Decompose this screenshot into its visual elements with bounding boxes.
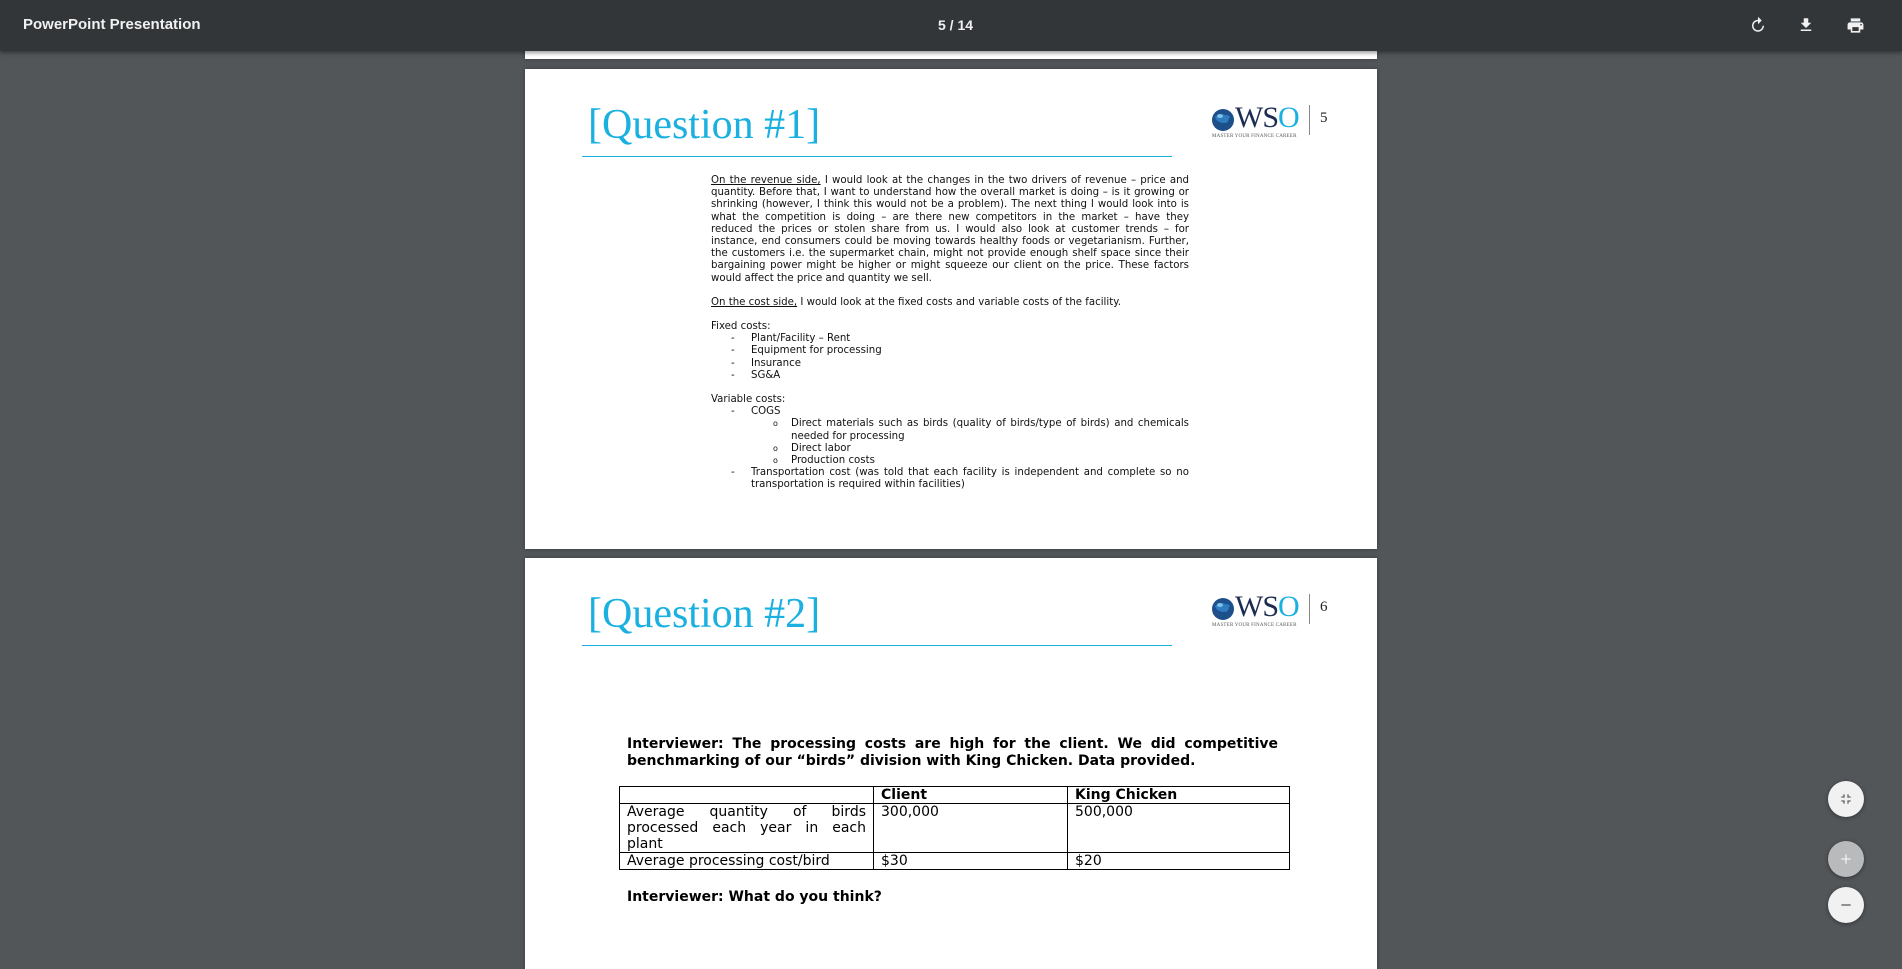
list-item: o Direct materials such as birds (quality of birds/type of birds) and chemicals needed for processing: [751, 418, 1189, 442]
interviewer-prompt: Interviewer: The processing costs are high for the client. We did competitive benchmarking of our “birds” division with King Chicken. Data provided.: [627, 736, 1278, 769]
list-item: - Equipment for processing: [711, 345, 1189, 357]
page-6: [525, 558, 1377, 969]
download-icon: [1797, 16, 1815, 34]
logo-wordmark: WSO: [1235, 101, 1299, 134]
rotate-icon: [1749, 16, 1767, 34]
fit-to-page-button[interactable]: [1828, 781, 1864, 817]
slide-number: 6: [1320, 599, 1328, 615]
globe-icon: [1211, 108, 1235, 132]
title-rule: [582, 156, 1172, 157]
list-item: o Direct labor: [751, 443, 1189, 455]
logo-tagline: MASTER YOUR FINANCE CAREER: [1212, 134, 1297, 139]
table-cell: Average quantity of birds processed each year in each plant: [620, 804, 874, 853]
page-5: [525, 69, 1377, 549]
document-title: PowerPoint Presentation: [23, 16, 201, 33]
table-row: [620, 804, 1290, 853]
document-viewer[interactable]: [0, 51, 1902, 969]
list-item: - Insurance: [711, 358, 1189, 370]
list-item: o Production costs: [751, 455, 1189, 467]
pdf-toolbar: [0, 0, 1902, 51]
zoom-in-icon: [1838, 851, 1854, 867]
table-header: Client: [874, 787, 1068, 804]
slide-number: 5: [1320, 110, 1328, 126]
print-icon: [1846, 16, 1865, 35]
cost-paragraph: On the cost side, I would look at the fixed costs and variable costs of the facility.: [711, 296, 1122, 308]
cogs-sublist: [751, 418, 1189, 467]
slide-title: [Question #1]: [588, 102, 821, 148]
fixed-costs-label: Fixed costs:: [711, 321, 771, 333]
table-row: [620, 853, 1290, 870]
rotate-button[interactable]: [1745, 12, 1771, 38]
table-cell: Average processing cost/bird: [620, 853, 874, 870]
title-rule: [582, 645, 1172, 646]
list-item: - COGS o Direct materials such as birds (quality of birds/type of birds) and chemicals needed for processing o Direct labor o Production costs: [711, 406, 1189, 467]
list-item: - Transportation cost (was told that each facility is independent and complete so no transportation is required within facilities): [711, 467, 1189, 491]
fixed-costs-list: [711, 333, 1189, 382]
list-item: - Plant/Facility – Rent: [711, 333, 1189, 345]
page-4-bottom: [525, 51, 1377, 59]
logo-wordmark: WSO: [1235, 590, 1299, 623]
table-cell: 300,000: [874, 804, 1068, 853]
table-cell: 500,000: [1068, 804, 1290, 853]
print-button[interactable]: [1842, 12, 1868, 38]
table-cell: $30: [874, 853, 1068, 870]
variable-costs-list: [711, 406, 1189, 491]
benchmark-table: [619, 786, 1290, 870]
globe-icon: [1211, 597, 1235, 621]
slide-body: [711, 175, 1189, 504]
zoom-in-button[interactable]: [1828, 841, 1864, 877]
page-indicator[interactable]: 5 / 14: [938, 17, 974, 33]
table-header-row: [620, 787, 1290, 804]
table-header: [620, 787, 874, 804]
logo-tagline: MASTER YOUR FINANCE CAREER: [1212, 623, 1297, 628]
zoom-out-button[interactable]: [1828, 887, 1864, 923]
download-button[interactable]: [1793, 12, 1819, 38]
interviewer-question: Interviewer: What do you think?: [627, 889, 882, 905]
fit-to-page-icon: [1838, 791, 1854, 807]
list-item: - SG&A: [711, 370, 1189, 382]
logo-divider: [1309, 105, 1310, 135]
logo-divider: [1309, 594, 1310, 624]
revenue-paragraph: On the revenue side, I would look at the changes in the two drivers of revenue – price and quantity. Before that, I want to understand how the overall market is doing – is it growing or shrinking (however, I think this would not be a problem). The next thing I would look into is what the competition is doing – are there new competitors in the market – have they reduced the prices or stolen share from us. I would also look at customer trends – for instance, end consumers could be moving towards healthy foods or vegetarianism. Further, the customers i.e. the supermarket chain, might not provide enough shelf space since their bargaining power might be higher or might squeeze our client on the price. These factors would affect the price and quantity we sell.: [711, 175, 1189, 284]
table-cell: $20: [1068, 853, 1290, 870]
variable-costs-label: Variable costs:: [711, 394, 786, 406]
table-header: King Chicken: [1068, 787, 1290, 804]
slide-title: [Question #2]: [588, 591, 821, 637]
zoom-out-icon: [1838, 897, 1854, 913]
